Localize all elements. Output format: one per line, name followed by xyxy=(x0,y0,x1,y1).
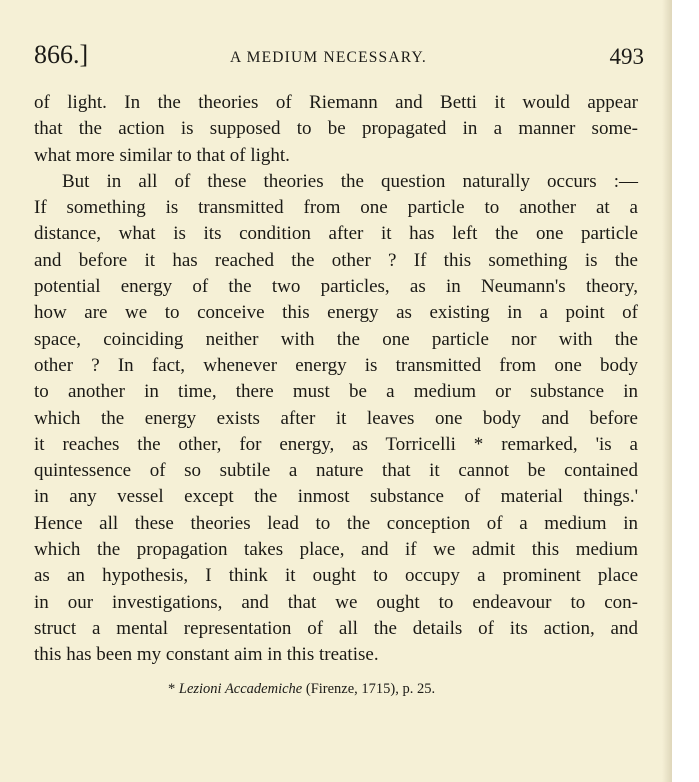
footnote xyxy=(168,681,435,698)
text-line: other ? In fact, whenever energy is transmitted from one body xyxy=(34,354,638,376)
paragraph xyxy=(34,90,638,169)
footnote-citation: (Firenze, 1715), p. 25. xyxy=(305,681,436,697)
text-line: in our investigations, and that we ought to endeavour to con- xyxy=(34,591,638,613)
page-edge-shadow xyxy=(662,0,672,782)
text-line: of light. In the theories of Riemann and Betti it would appear xyxy=(34,92,638,113)
text-line: space, coinciding neither with the one particle nor with the xyxy=(34,328,638,350)
text-line: that the action is supposed to be propagated in a manner some- xyxy=(34,118,638,140)
text-line: as an hypothesis, I think it ought to occupy a prominent place xyxy=(34,565,638,587)
text-line: and before it has reached the other ? If this something is the xyxy=(34,249,638,271)
text-line: But in all of these theories the question naturally occurs :— xyxy=(62,170,638,192)
text-line: this has been my constant aim in this treatise. xyxy=(34,644,379,666)
text-line: potential energy of the two particles, as in Neumann's theory, xyxy=(34,276,638,298)
footnote-marker: * xyxy=(168,681,176,697)
running-title: A MEDIUM NECESSARY. xyxy=(230,49,427,66)
footnote-title: Lezioni Accademiche xyxy=(178,681,303,697)
text-line: distance, what is its condition after it has left the one particle xyxy=(34,223,638,245)
section-number: 866.] xyxy=(34,40,89,69)
text-line: it reaches the other, for energy, as Torricelli * remarked, 'is a xyxy=(34,433,638,455)
page-number: 493 xyxy=(609,44,644,69)
text-line: which the propagation takes place, and if we admit this medium xyxy=(34,539,638,561)
text-line: Hence all these theories lead to the conception of a medium in xyxy=(34,512,638,534)
text-line: in any vessel except the inmost substance of material things.' xyxy=(34,486,638,508)
text-line: struct a mental representation of all the details of its action, and xyxy=(34,617,638,639)
paragraph xyxy=(34,169,638,669)
body-text xyxy=(34,90,638,669)
text-line: If something is transmitted from one particle to another at a xyxy=(34,197,638,219)
page-header xyxy=(34,40,644,76)
text-line: how are we to conceive this energy as existing in a point of xyxy=(34,302,638,324)
text-line: to another in time, there must be a medium or substance in xyxy=(34,381,638,403)
text-line: which the energy exists after it leaves one body and before xyxy=(34,407,638,429)
text-line: what more similar to that of light. xyxy=(34,144,290,166)
text-line: quintessence of so subtile a nature that it cannot be contained xyxy=(34,460,638,482)
